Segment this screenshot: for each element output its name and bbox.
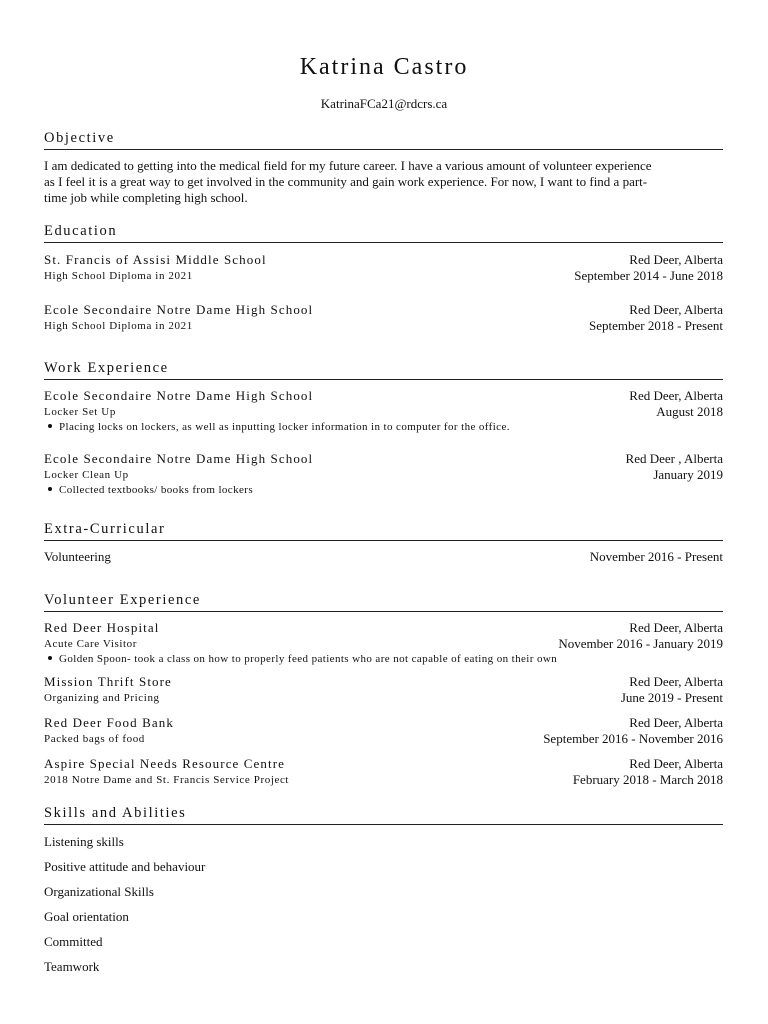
entry-label: Volunteering [44, 549, 111, 564]
objective-section [44, 130, 723, 206]
entry-org: Ecole Secondaire Notre Dame High School [44, 388, 314, 403]
section-title-volunteer: Volunteer Experience [44, 592, 723, 612]
entry-location: Red Deer , Alberta [625, 451, 723, 466]
entry-location: Red Deer, Alberta [629, 756, 723, 771]
entry-dates: August 2018 [656, 404, 723, 419]
bullet-text: Collected textbooks/ books from lockers [59, 484, 254, 496]
volunteer-entry [44, 715, 723, 747]
entry-bullet [44, 420, 723, 434]
section-title-extra: Extra-Curricular [44, 521, 723, 541]
entry-detail: High School Diploma in 2021 [44, 270, 193, 282]
candidate-email: KatrinaFCa21@rdcrs.ca [320, 96, 448, 111]
entry-detail: Locker Clean Up [44, 469, 129, 481]
entry-dates: June 2019 - Present [620, 690, 723, 705]
volunteer-entry [44, 674, 723, 706]
education-entry [44, 252, 723, 284]
entry-org: Red Deer Hospital [44, 620, 160, 635]
work-entry [44, 451, 723, 497]
entry-detail: Locker Set Up [44, 406, 116, 418]
objective-line: as I feel it is a great way to get involved in the community and gain work experience. For now, I want to find a part- [44, 174, 648, 189]
volunteer-entry [44, 756, 723, 788]
entry-dates: November 2016 - Present [589, 549, 723, 564]
bullet-icon [48, 656, 52, 660]
education-entry [44, 302, 723, 334]
entry-location: Red Deer, Alberta [629, 302, 723, 317]
objective-line: time job while completing high school. [44, 190, 248, 205]
entry-org: St. Francis of Assisi Middle School [44, 252, 267, 267]
entry-org: Mission Thrift Store [44, 674, 172, 689]
skill-item: Goal orientation [44, 909, 129, 924]
entry-location: Red Deer, Alberta [629, 388, 723, 403]
skills-list [44, 834, 723, 984]
entry-dates: September 2014 - June 2018 [574, 268, 723, 283]
work-section [44, 360, 723, 380]
skill-item: Organizational Skills [44, 884, 154, 899]
volunteer-section [44, 592, 723, 612]
extra-entry [44, 549, 723, 565]
skill-item: Positive attitude and behaviour [44, 859, 206, 874]
entry-dates: September 2018 - Present [589, 318, 723, 333]
objective-line: I am dedicated to getting into the medical field for my future career. I have a various amount of volunteer experience [44, 158, 652, 173]
bullet-icon [48, 487, 52, 491]
entry-org: Aspire Special Needs Resource Centre [44, 756, 286, 771]
section-title-education: Education [44, 223, 723, 243]
skill-item: Committed [44, 934, 103, 949]
section-title-work: Work Experience [44, 360, 723, 380]
entry-dates: January 2019 [653, 467, 723, 482]
entry-detail: High School Diploma in 2021 [44, 320, 193, 332]
work-entry [44, 388, 723, 434]
bullet-text: Placing locks on lockers, as well as inputting locker information in to computer for the office. [59, 421, 510, 433]
entry-detail: Packed bags of food [44, 733, 145, 745]
bullet-icon [48, 424, 52, 428]
section-title-skills: Skills and Abilities [44, 805, 723, 825]
entry-bullet [44, 652, 723, 666]
entry-dates: February 2018 - March 2018 [572, 772, 723, 787]
education-section [44, 223, 723, 243]
entry-detail: Organizing and Pricing [44, 692, 160, 704]
entry-location: Red Deer, Alberta [629, 715, 723, 730]
entry-location: Red Deer, Alberta [629, 252, 723, 267]
entry-location: Red Deer, Alberta [629, 674, 723, 689]
bullet-text: Golden Spoon- took a class on how to properly feed patients who are not capable of eating on their own [59, 653, 558, 665]
entry-dates: September 2016 - November 2016 [543, 731, 723, 746]
skills-section [44, 805, 723, 825]
entry-dates: November 2016 - January 2019 [558, 636, 723, 651]
entry-bullet [44, 483, 723, 497]
entry-detail: 2018 Notre Dame and St. Francis Service Project [44, 774, 290, 786]
skill-item: Listening skills [44, 834, 124, 849]
volunteer-entry [44, 620, 723, 666]
entry-org: Ecole Secondaire Notre Dame High School [44, 302, 314, 317]
entry-org: Ecole Secondaire Notre Dame High School [44, 451, 314, 466]
skill-item: Teamwork [44, 959, 100, 974]
entry-org: Red Deer Food Bank [44, 715, 174, 730]
section-title-objective: Objective [44, 130, 723, 150]
extra-section [44, 521, 723, 541]
objective-text [44, 158, 723, 206]
entry-location: Red Deer, Alberta [629, 620, 723, 635]
entry-detail: Acute Care Visitor [44, 638, 138, 650]
candidate-name: Katrina Castro [299, 54, 469, 80]
